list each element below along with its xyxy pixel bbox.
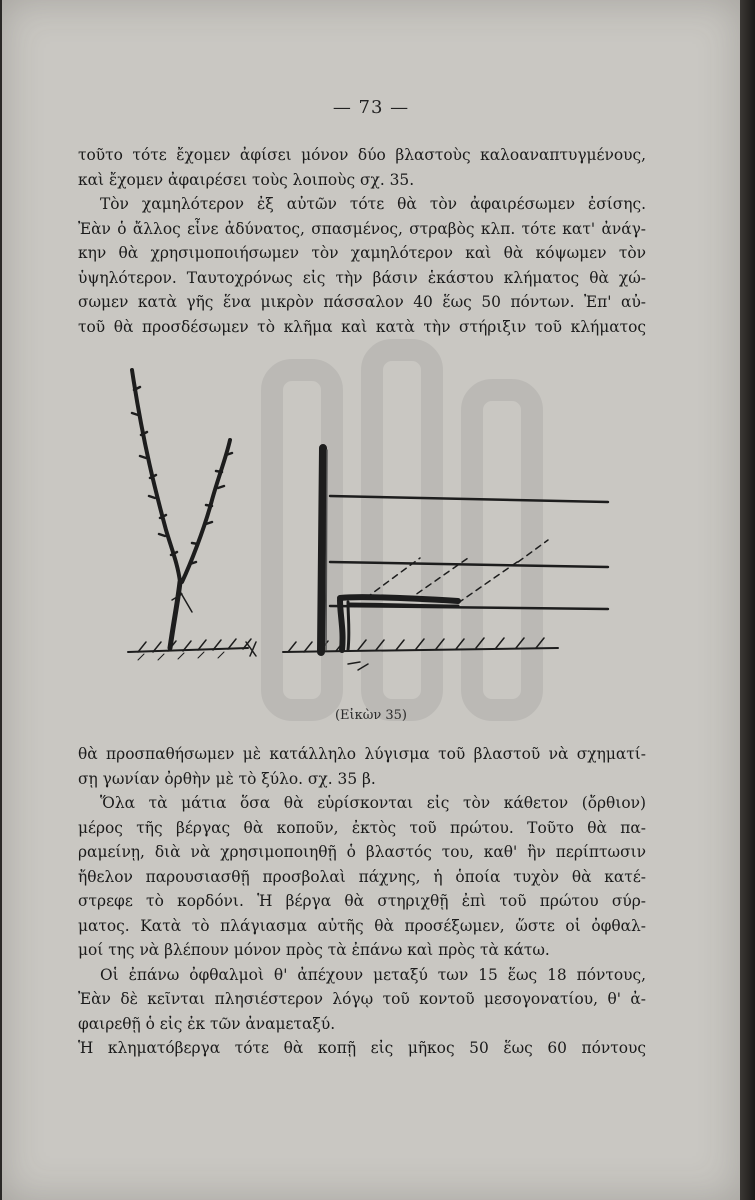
scan-edge bbox=[740, 0, 755, 1200]
text-line: Οἱ ἐπάνω ὀφθαλμοὶ θ' ἀπέχουν μεταξύ των 15 ἕως 18 πόντους, bbox=[100, 965, 646, 984]
text-line: Ἡ κληματόβεργα τότε θὰ κοπῇ εἰς μῆκος 50 ἕως 60 πόντους bbox=[78, 1039, 646, 1057]
text-line: ματος. Κατὰ τὸ πλάγιασμα αὐτῆς θὰ προσέξωμεν, ὥστε οἱ ὀφθαλ- bbox=[78, 916, 646, 935]
text-line: Τὸν χαμηλότερον ἐξ αὐτῶν τότε θὰ τὸν ἀφαιρέσωμεν ἐσίσης. bbox=[100, 195, 646, 213]
figure-35-drawing bbox=[108, 360, 628, 700]
paragraph-top bbox=[78, 143, 646, 339]
text-line: θὰ προσπαθήσωμεν μὲ κατάλληλο λύγισμα τοῦ βλαστοῦ νὰ σχηματί- bbox=[78, 745, 646, 763]
text-line: κην θὰ χρησιμοποιήσωμεν τὸν χαμηλότερον καὶ θὰ κόψωμεν τὸν bbox=[78, 244, 646, 262]
text-line: καὶ ἔχομεν ἀφαιρέσει τοὺς λοιποὺς σχ. 35. bbox=[78, 170, 415, 189]
text-line: στρεφε τὸ κορδόνι. Ἡ βέργα θὰ στηριχθῇ ἐπὶ τοῦ πρώτου σύρ- bbox=[78, 892, 646, 910]
text-line: Ἐὰν δὲ κεῖνται πλησιέστερον λόγῳ τοῦ κοντοῦ μεσογονατίου, θ' ἀ- bbox=[78, 990, 646, 1008]
text-line: σωμεν κατὰ γῆς ἕνα μικρὸν πάσσαλον 40 ἕως 50 πόντων. Ἐπ' αὐ- bbox=[78, 293, 646, 311]
text-line: τοῦτο τότε ἔχομεν ἀφίσει μόνον δύο βλαστοὺς καλοαναπτυγμένους, bbox=[78, 146, 646, 164]
text-line: ραμείνῃ, διὰ νὰ χρησιμοποιηθῇ ὁ βλαστός του, καθ' ἣν περίπτωσιν bbox=[78, 843, 646, 861]
young-vine-illustration bbox=[128, 370, 256, 660]
text-line: τοῦ θὰ προσδέσωμεν τὸ κλῆμα καὶ κατὰ τὴν στήριξιν τοῦ κλήματος bbox=[78, 317, 646, 336]
text-line: μέρος τῆς βέργας θὰ κοποῦν, ἐκτὸς τοῦ πρώτου. Τοῦτο θὰ πα- bbox=[78, 818, 646, 837]
book-page bbox=[2, 0, 740, 1200]
text-line: σῃ γωνίαν ὀρθὴν μὲ τὸ ξύλο. σχ. 35 β. bbox=[78, 769, 376, 788]
text-line: φαιρεθῇ ὁ εἰς ἐκ τῶν ἀναμεταξύ. bbox=[78, 1014, 336, 1033]
trained-vine-illustration bbox=[283, 448, 608, 670]
page-number: — 73 — bbox=[332, 97, 410, 118]
text-line: Ὅλα τὰ μάτια ὅσα θὰ εὑρίσκονται εἰς τὸν κάθετον (ὄρθιον) bbox=[100, 794, 646, 812]
text-line: μοί της νὰ βλέπουν μόνον πρὸς τὰ ἐπάνω καὶ πρὸς τὰ κάτω. bbox=[78, 941, 550, 959]
text-line: ὑψηλότερον. Ταυτοχρόνως εἰς τὴν βάσιν ἑκάστου κλήματος θὰ χώ- bbox=[78, 268, 646, 287]
figure-caption: (Εἰκὼν 35) bbox=[334, 708, 408, 723]
text-line: ἤθελον παρουσιασθῇ προσβολαὶ πάχνης, ἡ ὁποία τυχὸν θὰ κατέ- bbox=[78, 867, 646, 886]
paragraph-bottom bbox=[78, 742, 646, 1061]
text-line: Ἐὰν ὁ ἄλλος εἶνε ἀδύνατος, σπασμένος, στραβὸς κλπ. τότε κατ' ἀνάγ- bbox=[78, 219, 646, 238]
